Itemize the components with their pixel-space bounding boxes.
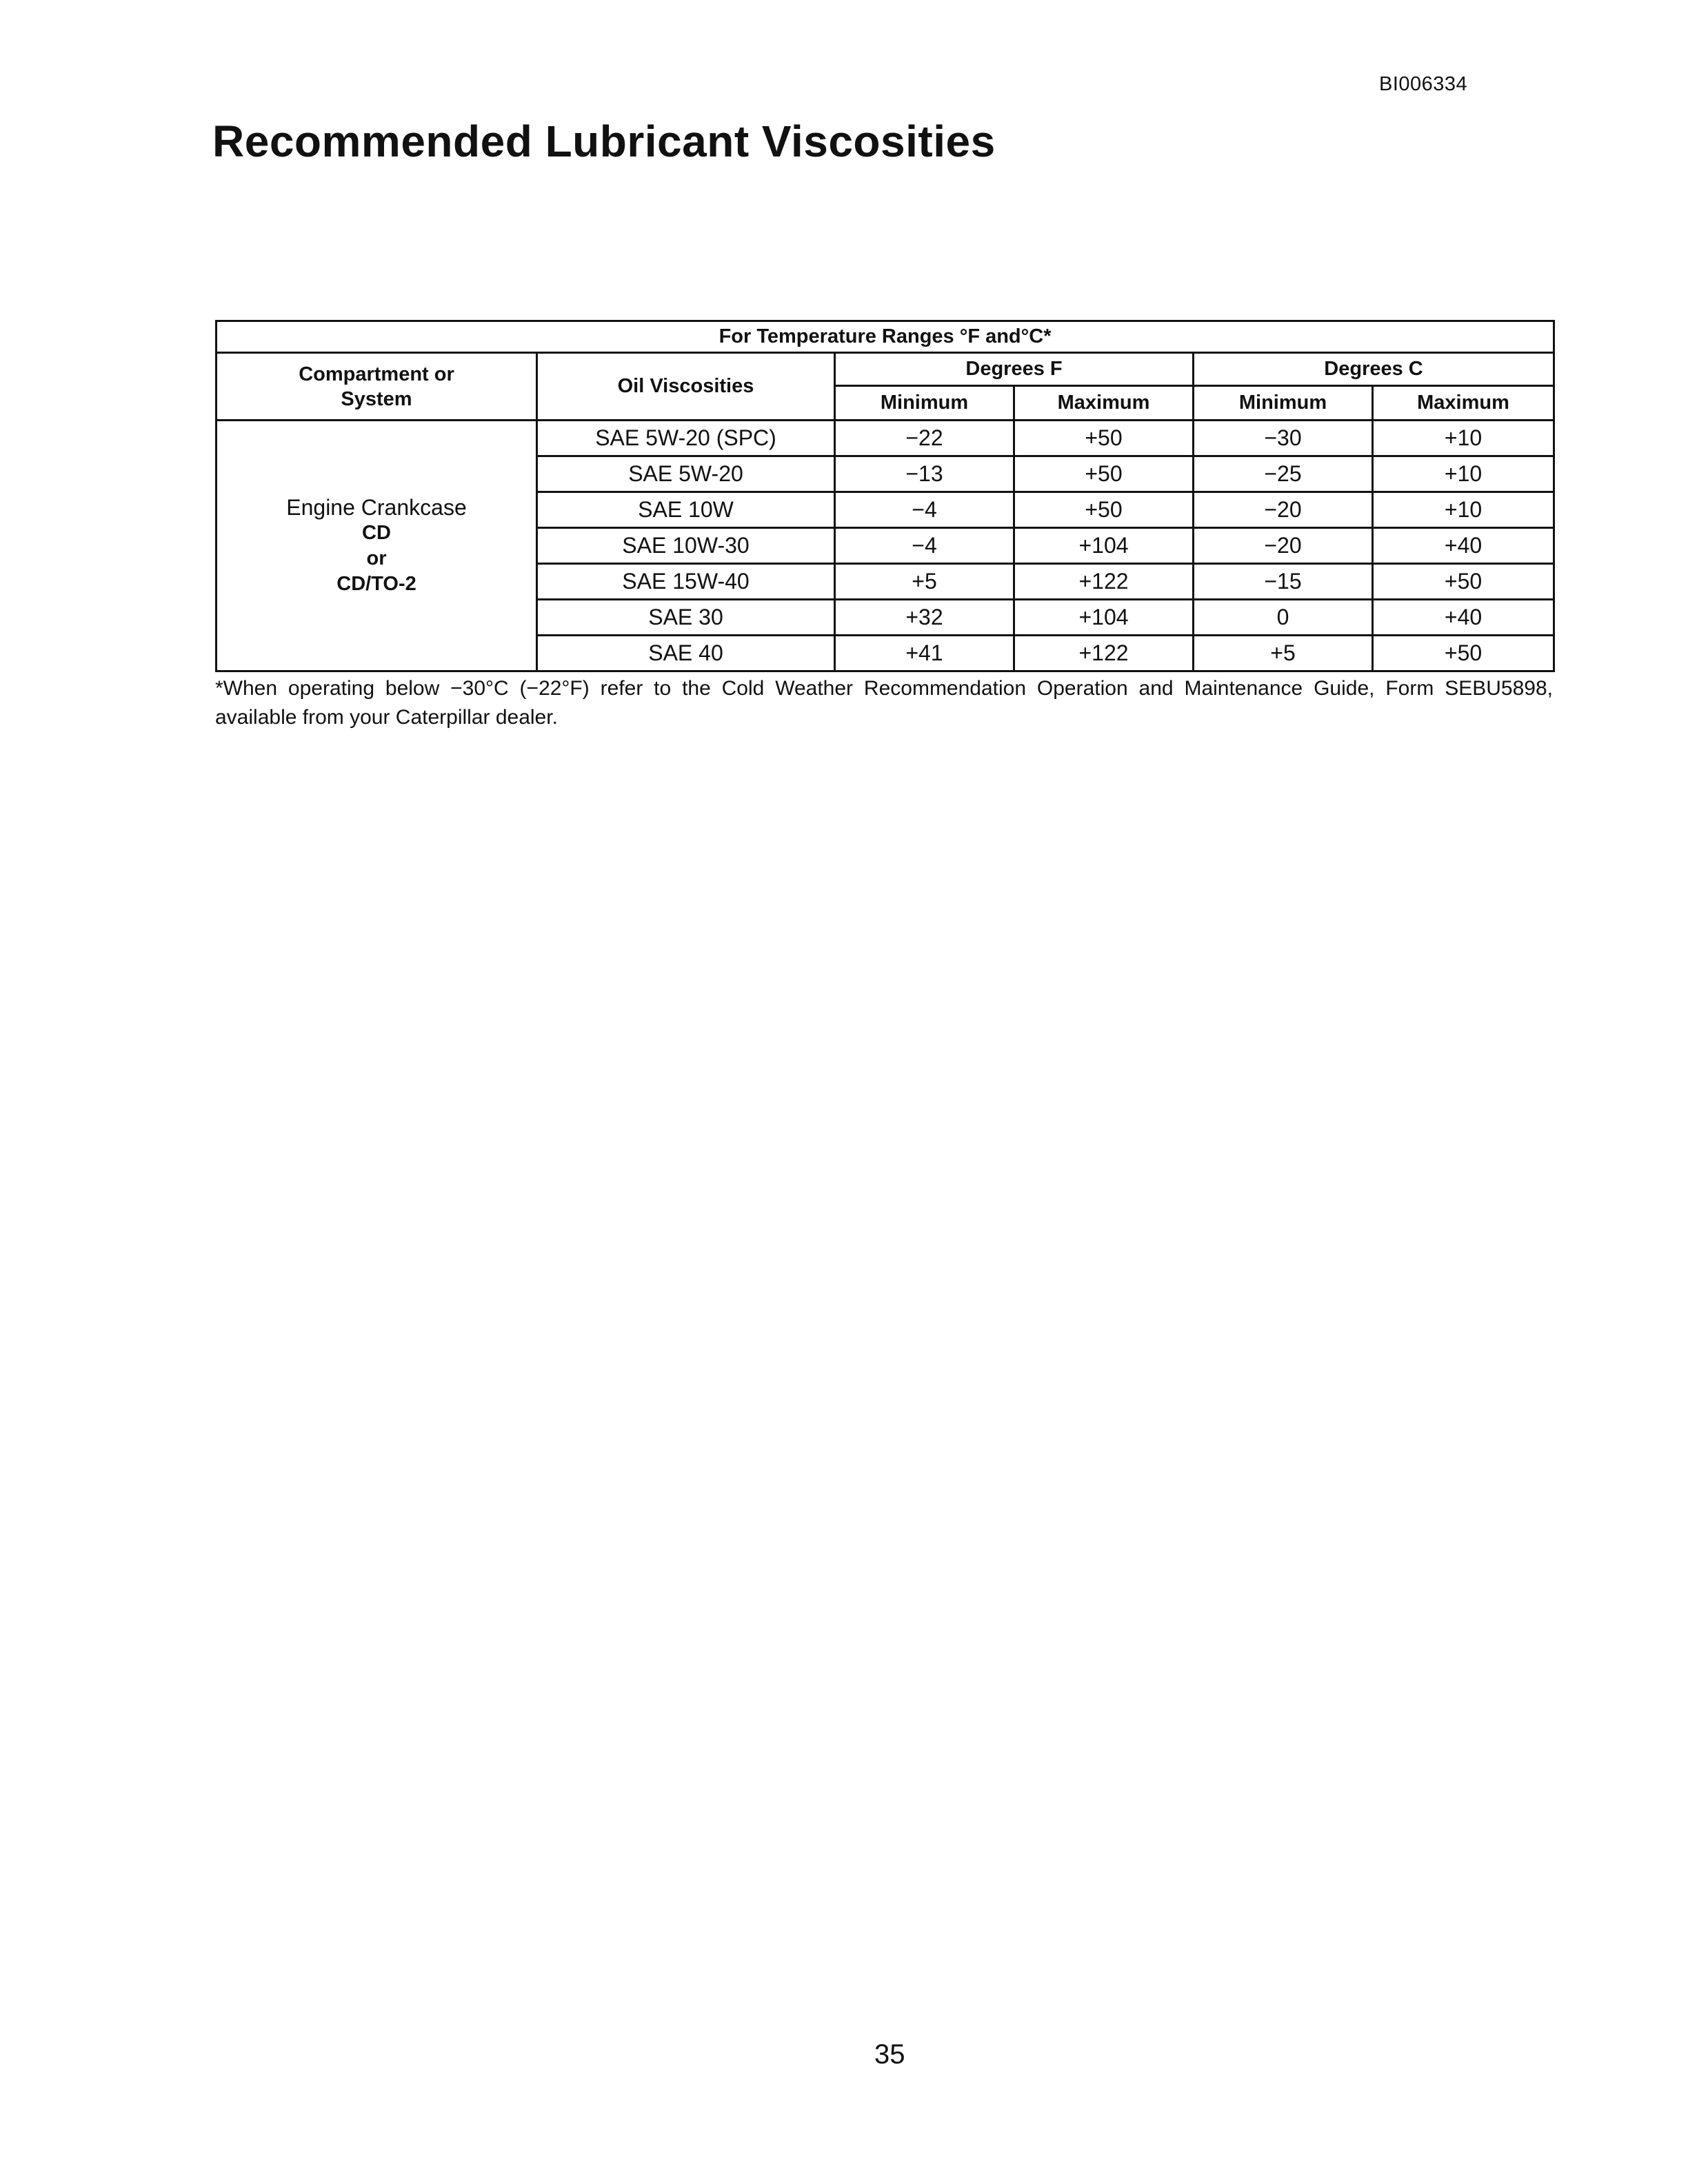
f-min-cell: +32 xyxy=(835,600,1014,636)
c-minimum-header: Minimum xyxy=(1194,386,1373,421)
f-max-cell: +104 xyxy=(1014,528,1194,564)
page-title: Recommended Lubricant Viscosities xyxy=(212,117,996,166)
degrees-c-header: Degrees C xyxy=(1194,353,1554,386)
c-max-cell: +50 xyxy=(1373,564,1554,600)
c-min-cell: −30 xyxy=(1194,421,1373,456)
f-min-cell: +5 xyxy=(835,564,1014,600)
compartment-name: Engine Crankcase xyxy=(286,494,467,520)
f-maximum-header: Maximum xyxy=(1014,386,1194,421)
c-min-cell: −20 xyxy=(1194,492,1373,528)
c-max-cell: +10 xyxy=(1373,421,1554,456)
temperature-range-caption: For Temperature Ranges °F and°C* xyxy=(217,321,1554,353)
oil-viscosity-cell: SAE 15W-40 xyxy=(537,564,835,600)
oil-viscosity-cell: SAE 5W-20 xyxy=(537,456,835,492)
viscosity-table xyxy=(215,320,1555,672)
f-minimum-header: Minimum xyxy=(835,386,1014,421)
f-max-cell: +50 xyxy=(1014,421,1194,456)
oil-viscosity-cell: SAE 40 xyxy=(537,636,835,671)
oil-viscosity-cell: SAE 5W-20 (SPC) xyxy=(537,421,835,456)
oil-viscosity-cell: SAE 10W-30 xyxy=(537,528,835,564)
c-maximum-header: Maximum xyxy=(1373,386,1554,421)
f-min-cell: +41 xyxy=(835,636,1014,671)
oil-viscosities-header: Oil Viscosities xyxy=(537,353,835,421)
c-min-cell: −20 xyxy=(1194,528,1373,564)
c-min-cell: −15 xyxy=(1194,564,1373,600)
table-caption-row xyxy=(217,321,1554,353)
table-row xyxy=(217,421,1554,456)
document-id: BI006334 xyxy=(1379,73,1468,95)
c-min-cell: −25 xyxy=(1194,456,1373,492)
page-number: 35 xyxy=(874,2039,905,2070)
f-min-cell: −4 xyxy=(835,528,1014,564)
compartment-header: Compartment or System xyxy=(217,353,537,421)
oil-viscosity-cell: SAE 10W xyxy=(537,492,835,528)
f-min-cell: −22 xyxy=(835,421,1014,456)
oil-viscosity-cell: SAE 30 xyxy=(537,600,835,636)
c-max-cell: +10 xyxy=(1373,492,1554,528)
f-min-cell: −13 xyxy=(835,456,1014,492)
f-max-cell: +50 xyxy=(1014,492,1194,528)
compartment-class-cdto2: CD/TO-2 xyxy=(336,572,416,595)
table-header-row xyxy=(217,353,1554,386)
c-min-cell: +5 xyxy=(1194,636,1373,671)
compartment-class-cd: CD xyxy=(362,521,391,544)
f-max-cell: +50 xyxy=(1014,456,1194,492)
c-max-cell: +50 xyxy=(1373,636,1554,671)
c-max-cell: +40 xyxy=(1373,600,1554,636)
degrees-f-header: Degrees F xyxy=(835,353,1194,386)
f-max-cell: +122 xyxy=(1014,636,1194,671)
compartment-cell xyxy=(217,421,537,671)
f-min-cell: −4 xyxy=(835,492,1014,528)
c-min-cell: 0 xyxy=(1194,600,1373,636)
table-footnote: *When operating below −30°C (−22°F) refer to the Cold Weather Recommendation Operation and Maintenance Guide, Form SEBU5898, available from your Caterpillar dealer. xyxy=(215,677,1553,729)
f-max-cell: +104 xyxy=(1014,600,1194,636)
compartment-or: or xyxy=(366,547,387,569)
c-max-cell: +10 xyxy=(1373,456,1554,492)
c-max-cell: +40 xyxy=(1373,528,1554,564)
f-max-cell: +122 xyxy=(1014,564,1194,600)
